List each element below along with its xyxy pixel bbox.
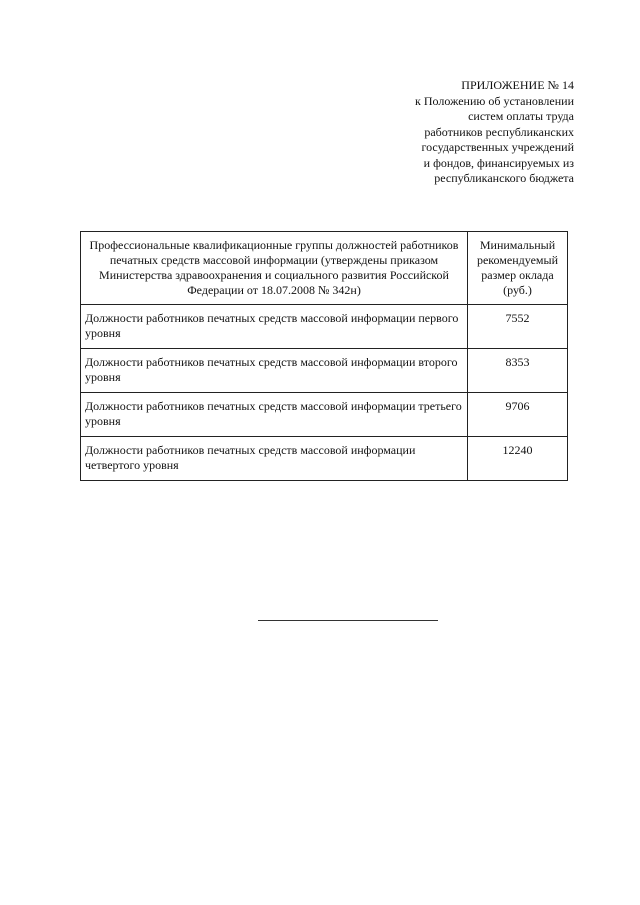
row-salary-value: 7552 (468, 305, 568, 349)
row-group-name: Должности работников печатных средств массовой информации второго уровня (81, 349, 468, 393)
table-row (81, 349, 568, 393)
appendix-header (334, 78, 574, 187)
salary-table (80, 231, 568, 481)
appendix-line: и фондов, финансируемых из (423, 155, 574, 170)
appendix-title: ПРИЛОЖЕНИЕ № 14 (461, 78, 574, 92)
appendix-line: к Положению об установлении (415, 93, 574, 108)
row-group-name: Должности работников печатных средств массовой информации третьего уровня (81, 393, 468, 437)
appendix-line: государственных учреждений (421, 140, 574, 154)
table-header-row (81, 232, 568, 305)
appendix-line: работников республиканских (424, 124, 574, 139)
row-salary-value: 8353 (468, 349, 568, 393)
row-salary-value: 12240 (468, 437, 568, 481)
row-group-name: Должности работников печатных средств массовой информации четвертого уровня (81, 437, 468, 481)
table-row (81, 305, 568, 349)
end-separator-line (258, 620, 438, 621)
table-row (81, 393, 568, 437)
header-group-column: Профессиональные квалификационные группы должностей работников печатных средств массовой информации (утверждены приказом Министерства здравоохранения и социального развития Российской Федерации от 18.07.2008 № 342н) (81, 232, 468, 305)
row-group-name: Должности работников печатных средств массовой информации первого уровня (81, 305, 468, 349)
appendix-line: республиканского бюджета (434, 171, 574, 185)
header-salary-column: Минимальный рекомендуемый размер оклада (руб.) (468, 232, 568, 305)
table-row (81, 437, 568, 481)
appendix-line: систем оплаты труда (468, 109, 574, 123)
row-salary-value: 9706 (468, 393, 568, 437)
